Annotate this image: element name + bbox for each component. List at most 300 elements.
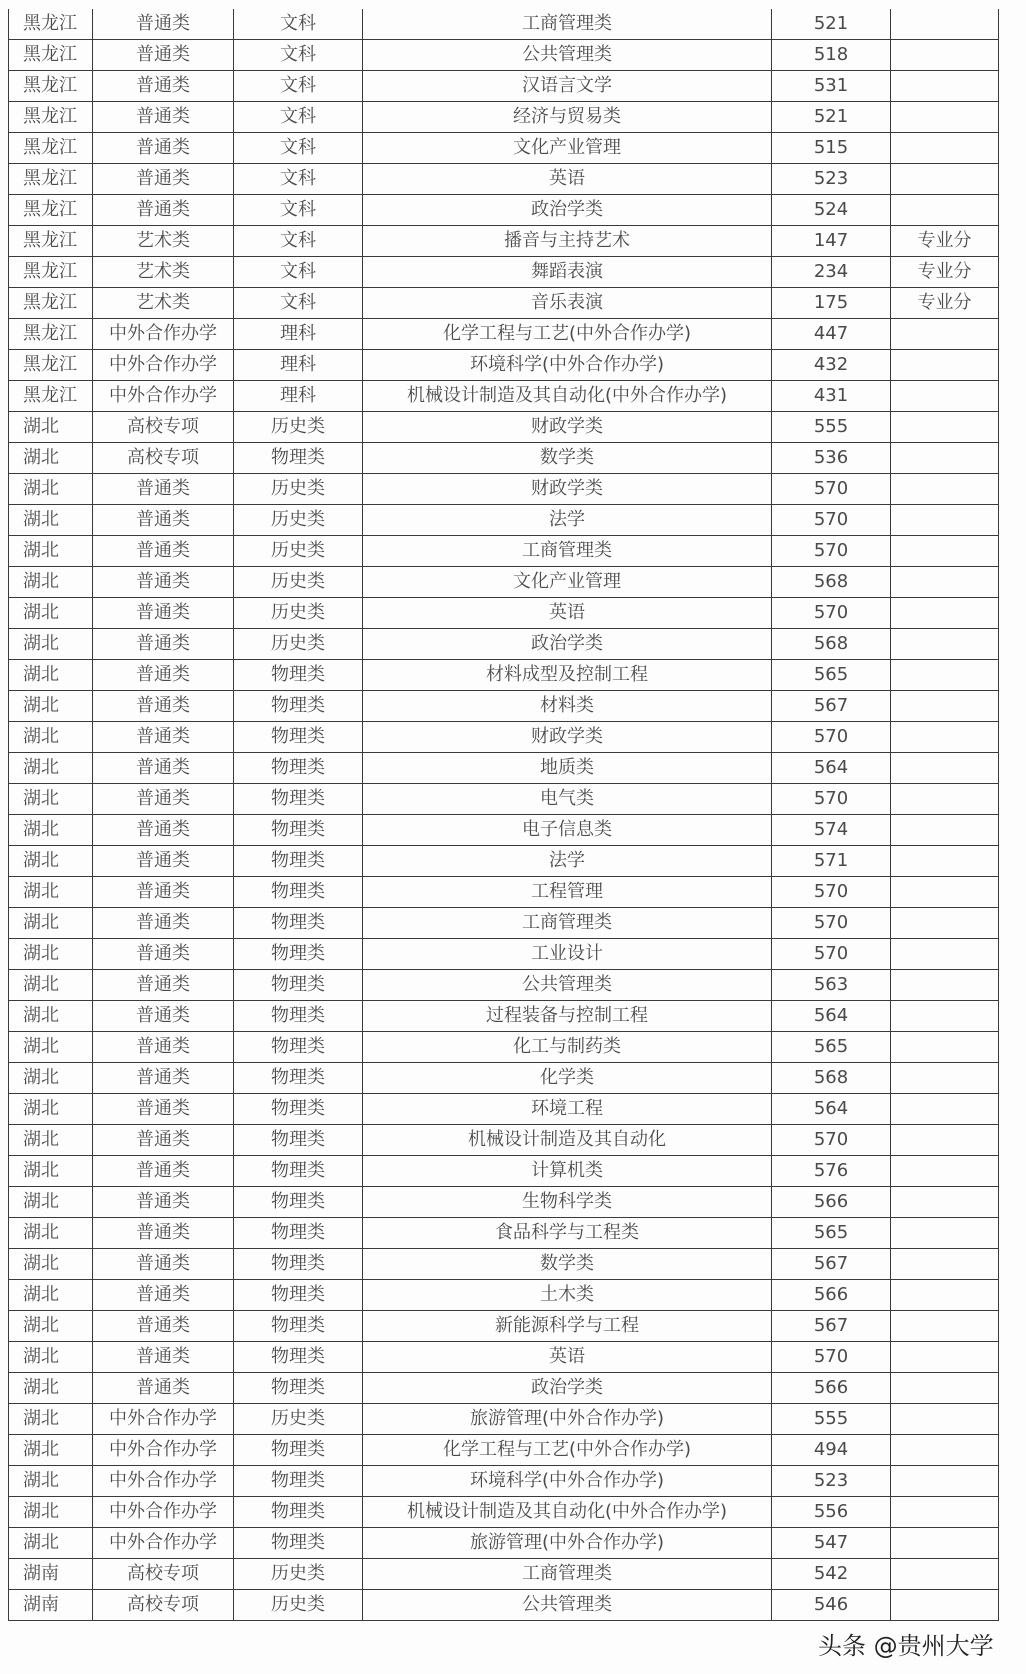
province-cell: 湖北 [9,753,93,784]
province-cell: 湖北 [9,567,93,598]
major-cell: 化工与制药类 [363,1032,772,1063]
admission-type-cell: 普通类 [93,1249,234,1280]
note-cell [891,319,999,350]
note-cell [891,474,999,505]
table-row [9,226,999,257]
note-cell [891,1559,999,1590]
table-row [9,846,999,877]
min-score-cell: 432 [772,350,891,381]
admission-type-cell: 普通类 [93,71,234,102]
table-row [9,1342,999,1373]
subject-cell: 物理类 [234,1249,363,1280]
subject-cell: 文科 [234,164,363,195]
note-cell [891,1187,999,1218]
major-cell: 地质类 [363,753,772,784]
major-cell: 生物科学类 [363,1187,772,1218]
table-row [9,1528,999,1559]
note-cell [891,1156,999,1187]
table-row [9,102,999,133]
note-cell [891,102,999,133]
note-cell [891,1528,999,1559]
major-cell: 机械设计制造及其自动化(中外合作办学) [363,381,772,412]
admission-type-cell: 普通类 [93,660,234,691]
major-cell: 法学 [363,505,772,536]
province-cell: 湖北 [9,443,93,474]
table-row [9,1311,999,1342]
major-cell: 新能源科学与工程 [363,1311,772,1342]
admission-type-cell: 高校专项 [93,1559,234,1590]
table-row [9,1404,999,1435]
province-cell: 湖北 [9,536,93,567]
major-cell: 政治学类 [363,629,772,660]
major-cell: 工商管理类 [363,9,772,40]
table-row [9,753,999,784]
note-cell [891,1094,999,1125]
table-row [9,877,999,908]
subject-cell: 物理类 [234,1497,363,1528]
admission-type-cell: 普通类 [93,598,234,629]
subject-cell: 物理类 [234,877,363,908]
major-cell: 食品科学与工程类 [363,1218,772,1249]
note-cell: 专业分 [891,226,999,257]
note-cell [891,1590,999,1621]
table-row [9,381,999,412]
min-score-cell: 521 [772,9,891,40]
subject-cell: 物理类 [234,1063,363,1094]
min-score-cell: 574 [772,815,891,846]
table-row [9,784,999,815]
min-score-cell: 570 [772,505,891,536]
note-cell [891,970,999,1001]
province-cell: 湖北 [9,1342,93,1373]
note-cell [891,1311,999,1342]
subject-cell: 物理类 [234,1125,363,1156]
major-cell: 电子信息类 [363,815,772,846]
province-cell: 湖北 [9,939,93,970]
admission-type-cell: 普通类 [93,1218,234,1249]
province-cell: 湖北 [9,1125,93,1156]
province-cell: 湖北 [9,815,93,846]
note-cell [891,1032,999,1063]
admission-type-cell: 高校专项 [93,443,234,474]
min-score-cell: 570 [772,474,891,505]
min-score-cell: 576 [772,1156,891,1187]
province-cell: 湖北 [9,722,93,753]
major-cell: 政治学类 [363,195,772,226]
admission-score-table [8,9,999,1621]
admission-type-cell: 普通类 [93,102,234,133]
province-cell: 黑龙江 [9,288,93,319]
admission-type-cell: 普通类 [93,195,234,226]
major-cell: 播音与主持艺术 [363,226,772,257]
min-score-cell: 547 [772,1528,891,1559]
min-score-cell: 570 [772,598,891,629]
admission-type-cell: 普通类 [93,908,234,939]
province-cell: 湖北 [9,877,93,908]
major-cell: 财政学类 [363,474,772,505]
note-cell [891,1497,999,1528]
subject-cell: 历史类 [234,412,363,443]
admission-type-cell: 普通类 [93,567,234,598]
note-cell [891,1280,999,1311]
admission-type-cell: 普通类 [93,505,234,536]
province-cell: 湖北 [9,1435,93,1466]
note-cell [891,1001,999,1032]
note-cell [891,1466,999,1497]
admission-type-cell: 高校专项 [93,412,234,443]
subject-cell: 物理类 [234,908,363,939]
note-cell [891,908,999,939]
major-cell: 公共管理类 [363,970,772,1001]
note-cell [891,753,999,784]
admission-type-cell: 普通类 [93,1063,234,1094]
min-score-cell: 568 [772,1063,891,1094]
table-row [9,9,999,40]
province-cell: 湖北 [9,1094,93,1125]
table-row [9,1497,999,1528]
note-cell [891,1435,999,1466]
major-cell: 环境工程 [363,1094,772,1125]
min-score-cell: 564 [772,1094,891,1125]
major-cell: 英语 [363,1342,772,1373]
admission-type-cell: 普通类 [93,1125,234,1156]
major-cell: 经济与贸易类 [363,102,772,133]
province-cell: 湖北 [9,784,93,815]
min-score-cell: 556 [772,1497,891,1528]
table-row [9,1001,999,1032]
major-cell: 旅游管理(中外合作办学) [363,1528,772,1559]
subject-cell: 理科 [234,319,363,350]
table-row [9,1187,999,1218]
admission-type-cell: 普通类 [93,9,234,40]
subject-cell: 历史类 [234,505,363,536]
major-cell: 公共管理类 [363,40,772,71]
admission-type-cell: 普通类 [93,722,234,753]
table-row [9,598,999,629]
min-score-cell: 518 [772,40,891,71]
min-score-cell: 494 [772,1435,891,1466]
admission-type-cell: 普通类 [93,784,234,815]
province-cell: 湖北 [9,1249,93,1280]
subject-cell: 物理类 [234,722,363,753]
subject-cell: 物理类 [234,1187,363,1218]
table-body [9,9,999,1621]
table-row [9,1032,999,1063]
admission-type-cell: 艺术类 [93,257,234,288]
table-row [9,350,999,381]
province-cell: 湖北 [9,1311,93,1342]
admission-type-cell: 普通类 [93,40,234,71]
subject-cell: 物理类 [234,784,363,815]
admission-type-cell: 高校专项 [93,1590,234,1621]
subject-cell: 历史类 [234,598,363,629]
min-score-cell: 564 [772,753,891,784]
note-cell [891,71,999,102]
major-cell: 舞蹈表演 [363,257,772,288]
table-row [9,1466,999,1497]
subject-cell: 物理类 [234,1156,363,1187]
admission-type-cell: 中外合作办学 [93,381,234,412]
province-cell: 黑龙江 [9,133,93,164]
table-row [9,660,999,691]
table-row [9,164,999,195]
admission-type-cell: 普通类 [93,629,234,660]
province-cell: 黑龙江 [9,257,93,288]
subject-cell: 物理类 [234,660,363,691]
admission-type-cell: 普通类 [93,1001,234,1032]
note-cell [891,598,999,629]
table-row [9,71,999,102]
admission-type-cell: 普通类 [93,536,234,567]
subject-cell: 文科 [234,9,363,40]
province-cell: 黑龙江 [9,71,93,102]
subject-cell: 文科 [234,133,363,164]
min-score-cell: 521 [772,102,891,133]
admission-type-cell: 中外合作办学 [93,1528,234,1559]
province-cell: 湖北 [9,1466,93,1497]
major-cell: 土木类 [363,1280,772,1311]
province-cell: 黑龙江 [9,195,93,226]
subject-cell: 物理类 [234,1218,363,1249]
note-cell [891,846,999,877]
min-score-cell: 570 [772,536,891,567]
subject-cell: 历史类 [234,1404,363,1435]
min-score-cell: 564 [772,1001,891,1032]
note-cell: 专业分 [891,288,999,319]
admission-type-cell: 普通类 [93,133,234,164]
table-row [9,1559,999,1590]
subject-cell: 物理类 [234,939,363,970]
table-row [9,629,999,660]
subject-cell: 文科 [234,102,363,133]
min-score-cell: 523 [772,1466,891,1497]
note-cell [891,1063,999,1094]
province-cell: 湖北 [9,1280,93,1311]
admission-type-cell: 普通类 [93,846,234,877]
min-score-cell: 175 [772,288,891,319]
admission-type-cell: 普通类 [93,1280,234,1311]
province-cell: 湖北 [9,629,93,660]
admission-type-cell: 中外合作办学 [93,319,234,350]
subject-cell: 物理类 [234,1311,363,1342]
admission-type-cell: 普通类 [93,1156,234,1187]
major-cell: 环境科学(中外合作办学) [363,1466,772,1497]
watermark: 头条 @贵州大学 [818,1632,994,1660]
table-row [9,970,999,1001]
major-cell: 数学类 [363,443,772,474]
min-score-cell: 523 [772,164,891,195]
note-cell [891,133,999,164]
major-cell: 工商管理类 [363,908,772,939]
table-row [9,474,999,505]
major-cell: 文化产业管理 [363,133,772,164]
subject-cell: 物理类 [234,1466,363,1497]
table-row [9,691,999,722]
major-cell: 材料类 [363,691,772,722]
province-cell: 黑龙江 [9,381,93,412]
note-cell [891,1125,999,1156]
min-score-cell: 570 [772,722,891,753]
table-row [9,40,999,71]
subject-cell: 物理类 [234,691,363,722]
table-row [9,1094,999,1125]
note-cell [891,784,999,815]
min-score-cell: 570 [772,1342,891,1373]
note-cell [891,505,999,536]
subject-cell: 理科 [234,381,363,412]
province-cell: 湖北 [9,1032,93,1063]
subject-cell: 历史类 [234,1590,363,1621]
table-row [9,908,999,939]
note-cell [891,660,999,691]
note-cell [891,412,999,443]
province-cell: 湖北 [9,846,93,877]
major-cell: 电气类 [363,784,772,815]
min-score-cell: 567 [772,1311,891,1342]
note-cell [891,1218,999,1249]
table-row [9,412,999,443]
subject-cell: 文科 [234,40,363,71]
admission-type-cell: 普通类 [93,1094,234,1125]
province-cell: 湖北 [9,1373,93,1404]
min-score-cell: 565 [772,660,891,691]
min-score-cell: 555 [772,1404,891,1435]
major-cell: 化学类 [363,1063,772,1094]
province-cell: 黑龙江 [9,350,93,381]
admission-type-cell: 普通类 [93,1187,234,1218]
admission-type-cell: 普通类 [93,815,234,846]
admission-type-cell: 普通类 [93,474,234,505]
admission-type-cell: 普通类 [93,753,234,784]
min-score-cell: 568 [772,567,891,598]
subject-cell: 历史类 [234,1559,363,1590]
subject-cell: 物理类 [234,1342,363,1373]
province-cell: 湖北 [9,412,93,443]
subject-cell: 文科 [234,257,363,288]
min-score-cell: 555 [772,412,891,443]
min-score-cell: 570 [772,1125,891,1156]
table-row [9,1218,999,1249]
province-cell: 湖北 [9,691,93,722]
major-cell: 机械设计制造及其自动化 [363,1125,772,1156]
major-cell: 财政学类 [363,412,772,443]
admission-type-cell: 普通类 [93,1032,234,1063]
min-score-cell: 570 [772,877,891,908]
province-cell: 湖北 [9,505,93,536]
subject-cell: 理科 [234,350,363,381]
note-cell [891,1404,999,1435]
province-cell: 湖北 [9,598,93,629]
min-score-cell: 566 [772,1187,891,1218]
province-cell: 湖北 [9,970,93,1001]
major-cell: 过程装备与控制工程 [363,1001,772,1032]
note-cell [891,164,999,195]
subject-cell: 物理类 [234,846,363,877]
min-score-cell: 563 [772,970,891,1001]
province-cell: 湖北 [9,1001,93,1032]
min-score-cell: 565 [772,1218,891,1249]
province-cell: 湖北 [9,1404,93,1435]
major-cell: 化学工程与工艺(中外合作办学) [363,1435,772,1466]
subject-cell: 历史类 [234,629,363,660]
major-cell: 数学类 [363,1249,772,1280]
table-row [9,319,999,350]
subject-cell: 文科 [234,195,363,226]
note-cell [891,567,999,598]
table-row [9,939,999,970]
min-score-cell: 570 [772,784,891,815]
note-cell [891,9,999,40]
major-cell: 工程管理 [363,877,772,908]
note-cell [891,40,999,71]
admission-type-cell: 中外合作办学 [93,1404,234,1435]
min-score-cell: 571 [772,846,891,877]
min-score-cell: 531 [772,71,891,102]
province-cell: 黑龙江 [9,40,93,71]
min-score-cell: 567 [772,691,891,722]
province-cell: 湖北 [9,660,93,691]
subject-cell: 物理类 [234,1094,363,1125]
table-row [9,257,999,288]
province-cell: 湖北 [9,474,93,505]
table-row [9,1156,999,1187]
province-cell: 湖北 [9,1063,93,1094]
major-cell: 工业设计 [363,939,772,970]
major-cell: 政治学类 [363,1373,772,1404]
min-score-cell: 536 [772,443,891,474]
table-row [9,288,999,319]
province-cell: 湖北 [9,1497,93,1528]
min-score-cell: 566 [772,1280,891,1311]
admission-type-cell: 艺术类 [93,288,234,319]
min-score-cell: 542 [772,1559,891,1590]
province-cell: 湖南 [9,1559,93,1590]
province-cell: 湖北 [9,1218,93,1249]
province-cell: 湖北 [9,1156,93,1187]
major-cell: 文化产业管理 [363,567,772,598]
note-cell [891,939,999,970]
note-cell [891,536,999,567]
min-score-cell: 234 [772,257,891,288]
major-cell: 工商管理类 [363,536,772,567]
subject-cell: 文科 [234,226,363,257]
min-score-cell: 147 [772,226,891,257]
note-cell [891,691,999,722]
table-row [9,1373,999,1404]
admission-type-cell: 普通类 [93,691,234,722]
table-row [9,1125,999,1156]
subject-cell: 文科 [234,71,363,102]
admission-type-cell: 普通类 [93,939,234,970]
subject-cell: 物理类 [234,1280,363,1311]
table-row [9,133,999,164]
note-cell [891,195,999,226]
admission-type-cell: 中外合作办学 [93,1497,234,1528]
subject-cell: 物理类 [234,443,363,474]
min-score-cell: 567 [772,1249,891,1280]
province-cell: 黑龙江 [9,164,93,195]
major-cell: 化学工程与工艺(中外合作办学) [363,319,772,350]
table-row [9,505,999,536]
subject-cell: 物理类 [234,1528,363,1559]
table-row [9,567,999,598]
subject-cell: 历史类 [234,536,363,567]
major-cell: 机械设计制造及其自动化(中外合作办学) [363,1497,772,1528]
subject-cell: 物理类 [234,970,363,1001]
admission-type-cell: 普通类 [93,877,234,908]
province-cell: 黑龙江 [9,319,93,350]
admission-type-cell: 普通类 [93,164,234,195]
